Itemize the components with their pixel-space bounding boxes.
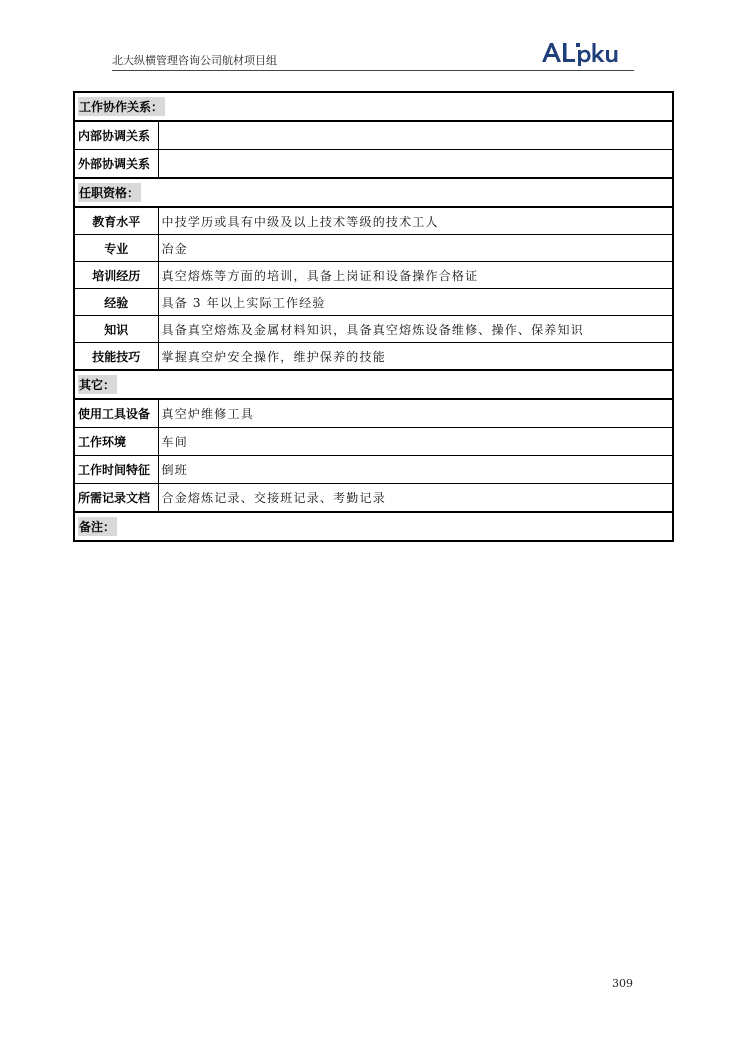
table-row [74, 484, 673, 513]
row-value: 真空熔炼等方面的培训，具备上岗证和设备操作合格证 [158, 262, 673, 289]
table-row [74, 343, 673, 371]
row-label: 技能技巧 [74, 343, 158, 371]
table-row [74, 399, 673, 428]
page-header [112, 38, 634, 71]
section-cooperation-cell [74, 92, 673, 121]
table-row [74, 456, 673, 484]
row-label: 内部协调关系 [74, 121, 158, 150]
section-row-cooperation [74, 92, 673, 121]
table-row [74, 235, 673, 262]
row-label: 培训经历 [74, 262, 158, 289]
row-value [158, 150, 673, 179]
row-value [158, 121, 673, 150]
row-label: 教育水平 [74, 207, 158, 235]
section-notes-title: 备注： [78, 517, 117, 536]
row-label: 工作环境 [74, 428, 158, 456]
row-value: 真空炉维修工具 [158, 399, 673, 428]
row-value: 车间 [158, 428, 673, 456]
row-label: 使用工具设备 [74, 399, 158, 428]
table-row [74, 121, 673, 150]
table-row [74, 316, 673, 343]
row-value: 中技学历或具有中级及以上技术等级的技术工人 [158, 207, 673, 235]
company-logo [540, 40, 632, 66]
row-value: 掌握真空炉安全操作，维护保养的技能 [158, 343, 673, 371]
alpku-logo-icon [540, 40, 632, 66]
section-qualifications-title: 任职资格： [78, 183, 141, 202]
section-other-title: 其它： [78, 375, 117, 394]
section-cooperation-title: 工作协作关系： [78, 97, 165, 116]
table-row [74, 207, 673, 235]
header-title: 北大纵横管理咨询公司航材项目组 [112, 54, 277, 67]
row-label: 所需记录文档 [74, 484, 158, 513]
job-description-table [73, 91, 674, 542]
row-label: 专业 [74, 235, 158, 262]
table-row [74, 428, 673, 456]
row-label: 外部协调关系 [74, 150, 158, 179]
row-label: 知识 [74, 316, 158, 343]
row-label: 经验 [74, 289, 158, 316]
row-value: 具备 3 年以上实际工作经验 [158, 289, 673, 316]
row-value: 冶金 [158, 235, 673, 262]
section-row-notes [74, 512, 673, 541]
table-row [74, 289, 673, 316]
table-row [74, 262, 673, 289]
row-value: 合金熔炼记录、交接班记录、考勤记录 [158, 484, 673, 513]
page-number: 309 [612, 977, 633, 990]
row-label: 工作时间特征 [74, 456, 158, 484]
table-row [74, 150, 673, 179]
row-value: 具备真空熔炼及金属材料知识，具备真空熔炼设备维修、操作、保养知识 [158, 316, 673, 343]
section-other-cell [74, 370, 673, 399]
section-row-other [74, 370, 673, 399]
section-row-qualifications [74, 178, 673, 207]
section-notes-cell [74, 512, 673, 541]
row-value: 倒班 [158, 456, 673, 484]
section-qualifications-cell [74, 178, 673, 207]
